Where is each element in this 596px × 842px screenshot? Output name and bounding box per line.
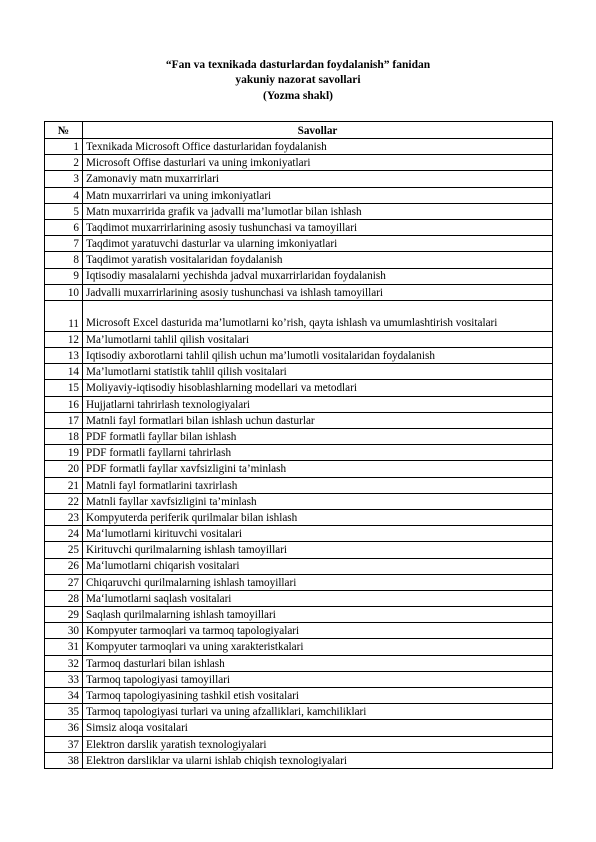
table-row bbox=[45, 252, 553, 268]
question-number: 25 bbox=[45, 542, 83, 558]
question-number: 9 bbox=[45, 268, 83, 284]
table-row bbox=[45, 155, 553, 171]
question-text: Taqdimot muxarrirlarining asosiy tushunchasi va tamoyillari bbox=[83, 219, 553, 235]
question-number: 12 bbox=[45, 331, 83, 347]
question-text: Elektron darslik yaratish texnologiyalari bbox=[83, 736, 553, 752]
table-row bbox=[45, 639, 553, 655]
question-text: Elektron darsliklar va ularni ishlab chiqish texnologiyalari bbox=[83, 752, 553, 768]
question-number: 28 bbox=[45, 590, 83, 606]
question-text: Saqlash qurilmalarning ishlash tamoyillari bbox=[83, 607, 553, 623]
question-number: 26 bbox=[45, 558, 83, 574]
table-row bbox=[45, 655, 553, 671]
table-row bbox=[45, 187, 553, 203]
document-title: “Fan va texnikada dasturlardan foydalanish” fanidan bbox=[165, 59, 431, 71]
question-number: 32 bbox=[45, 655, 83, 671]
question-text: Texnikada Microsoft Office dasturlaridan foydalanish bbox=[83, 139, 553, 155]
question-text: Ma‘lumotlarni saqlash vositalari bbox=[83, 590, 553, 606]
table-row bbox=[45, 477, 553, 493]
table-row bbox=[45, 590, 553, 606]
table-row bbox=[45, 203, 553, 219]
question-number: 22 bbox=[45, 493, 83, 509]
question-number: 37 bbox=[45, 736, 83, 752]
question-text: Ma’lumotlarni tahlil qilish vositalari bbox=[83, 331, 553, 347]
table-row bbox=[45, 688, 553, 704]
question-text: Tarmoq dasturlari bilan ishlash bbox=[83, 655, 553, 671]
table-row bbox=[45, 445, 553, 461]
question-number: 1 bbox=[45, 139, 83, 155]
table-row bbox=[45, 171, 553, 187]
question-text: Hujjatlarni tahrirlash texnologiyalari bbox=[83, 396, 553, 412]
question-text: Ma’lumotlarni statistik tahlil qilish vositalari bbox=[83, 364, 553, 380]
table-row bbox=[45, 139, 553, 155]
table-row bbox=[45, 558, 553, 574]
table-row bbox=[45, 284, 553, 300]
table-row bbox=[45, 412, 553, 428]
questions-table-body bbox=[45, 139, 553, 769]
question-number: 10 bbox=[45, 284, 83, 300]
questions-table bbox=[44, 121, 553, 769]
question-number: 33 bbox=[45, 671, 83, 687]
question-text: Iqtisodiy masalalarni yechishda jadval muxarrirlaridan foydalanish bbox=[83, 268, 553, 284]
question-number: 36 bbox=[45, 720, 83, 736]
question-number: 24 bbox=[45, 526, 83, 542]
question-number: 7 bbox=[45, 236, 83, 252]
table-row bbox=[45, 461, 553, 477]
table-row bbox=[45, 526, 553, 542]
question-number: 6 bbox=[45, 219, 83, 235]
table-row bbox=[45, 542, 553, 558]
question-number: 8 bbox=[45, 252, 83, 268]
question-text: Tarmoq tapologiyasi tamoyillari bbox=[83, 671, 553, 687]
question-text: Matnli fayllar xavfsizligini ta’minlash bbox=[83, 493, 553, 509]
question-text: Jadvalli muxarrirlarining asosiy tushunchasi va ishlash tamoyillari bbox=[83, 284, 553, 300]
question-text: Iqtisodiy axborotlarni tahlil qilish uchun ma’lumotli vositalaridan foydalanish bbox=[83, 348, 553, 364]
question-number: 4 bbox=[45, 187, 83, 203]
question-number: 23 bbox=[45, 509, 83, 525]
table-row bbox=[45, 380, 553, 396]
question-text: Taqdimot yaratish vositalaridan foydalanish bbox=[83, 252, 553, 268]
question-number: 17 bbox=[45, 412, 83, 428]
table-row bbox=[45, 300, 553, 331]
question-number: 3 bbox=[45, 171, 83, 187]
question-text: Matnli fayl formatlari bilan ishlash uchun dasturlar bbox=[83, 412, 553, 428]
table-row bbox=[45, 574, 553, 590]
table-row bbox=[45, 348, 553, 364]
question-number: 29 bbox=[45, 607, 83, 623]
document-form-note: (Yozma shakl) bbox=[263, 90, 333, 102]
question-text: PDF formatli fayllar xavfsizligini ta’minlash bbox=[83, 461, 553, 477]
column-header-number: № bbox=[45, 122, 83, 139]
question-number: 21 bbox=[45, 477, 83, 493]
table-row bbox=[45, 396, 553, 412]
question-number: 27 bbox=[45, 574, 83, 590]
table-row bbox=[45, 429, 553, 445]
question-text: Chiqaruvchi qurilmalarning ishlash tamoyillari bbox=[83, 574, 553, 590]
question-number: 18 bbox=[45, 429, 83, 445]
question-number: 35 bbox=[45, 704, 83, 720]
table-row bbox=[45, 236, 553, 252]
question-text: Microsoft Excel dasturida ma’lumotlarni ko’rish, qayta ishlash va umumlashtirish vositalari bbox=[83, 300, 553, 331]
table-row bbox=[45, 752, 553, 768]
question-number: 38 bbox=[45, 752, 83, 768]
question-text: Tarmoq tapologiyasining tashkil etish vositalari bbox=[83, 688, 553, 704]
question-number: 30 bbox=[45, 623, 83, 639]
table-row bbox=[45, 268, 553, 284]
question-text: Kirituvchi qurilmalarning ishlash tamoyillari bbox=[83, 542, 553, 558]
question-text: Microsoft Offise dasturlari va uning imkoniyatlari bbox=[83, 155, 553, 171]
question-number: 16 bbox=[45, 396, 83, 412]
question-text: Taqdimot yaratuvchi dasturlar va ularning imkoniyatlari bbox=[83, 236, 553, 252]
question-text: Tarmoq tapologiyasi turlari va uning afzalliklari, kamchiliklari bbox=[83, 704, 553, 720]
table-row bbox=[45, 607, 553, 623]
table-row bbox=[45, 671, 553, 687]
question-number: 11 bbox=[45, 300, 83, 331]
question-text: Simsiz aloqa vositalari bbox=[83, 720, 553, 736]
question-number: 14 bbox=[45, 364, 83, 380]
table-row bbox=[45, 720, 553, 736]
table-row bbox=[45, 704, 553, 720]
table-row bbox=[45, 219, 553, 235]
question-text: Matn muxarririda grafik va jadvalli ma’lumotlar bilan ishlash bbox=[83, 203, 553, 219]
question-number: 15 bbox=[45, 380, 83, 396]
question-number: 2 bbox=[45, 155, 83, 171]
column-header-questions: Savollar bbox=[83, 122, 553, 139]
table-header-row bbox=[45, 122, 553, 139]
table-row bbox=[45, 364, 553, 380]
question-text: Matnli fayl formatlarini taxrirlash bbox=[83, 477, 553, 493]
question-number: 20 bbox=[45, 461, 83, 477]
question-text: Kompyuterda periferik qurilmalar bilan ishlash bbox=[83, 509, 553, 525]
table-row bbox=[45, 493, 553, 509]
question-number: 31 bbox=[45, 639, 83, 655]
question-text: Kompyuter tarmoqlari va tarmoq tapologiyalari bbox=[83, 623, 553, 639]
question-text: Ma‘lumotlarni kirituvchi vositalari bbox=[83, 526, 553, 542]
table-row bbox=[45, 736, 553, 752]
table-row bbox=[45, 509, 553, 525]
question-text: Moliyaviy-iqtisodiy hisoblashlarning modellari va metodlari bbox=[83, 380, 553, 396]
table-row bbox=[45, 623, 553, 639]
question-text: Zamonaviy matn muxarrirlari bbox=[83, 171, 553, 187]
document-subtitle: yakuniy nazorat savollari bbox=[235, 74, 361, 86]
question-number: 13 bbox=[45, 348, 83, 364]
question-text: Matn muxarrirlari va uning imkoniyatlari bbox=[83, 187, 553, 203]
question-text: Kompyuter tarmoqlari va uning xarakteristkalari bbox=[83, 639, 553, 655]
table-row bbox=[45, 331, 553, 347]
question-number: 34 bbox=[45, 688, 83, 704]
question-text: PDF formatli fayllar bilan ishlash bbox=[83, 429, 553, 445]
question-text: PDF formatli fayllarni tahrirlash bbox=[83, 445, 553, 461]
question-text: Ma‘lumotlarni chiqarish vositalari bbox=[83, 558, 553, 574]
question-number: 19 bbox=[45, 445, 83, 461]
question-number: 5 bbox=[45, 203, 83, 219]
